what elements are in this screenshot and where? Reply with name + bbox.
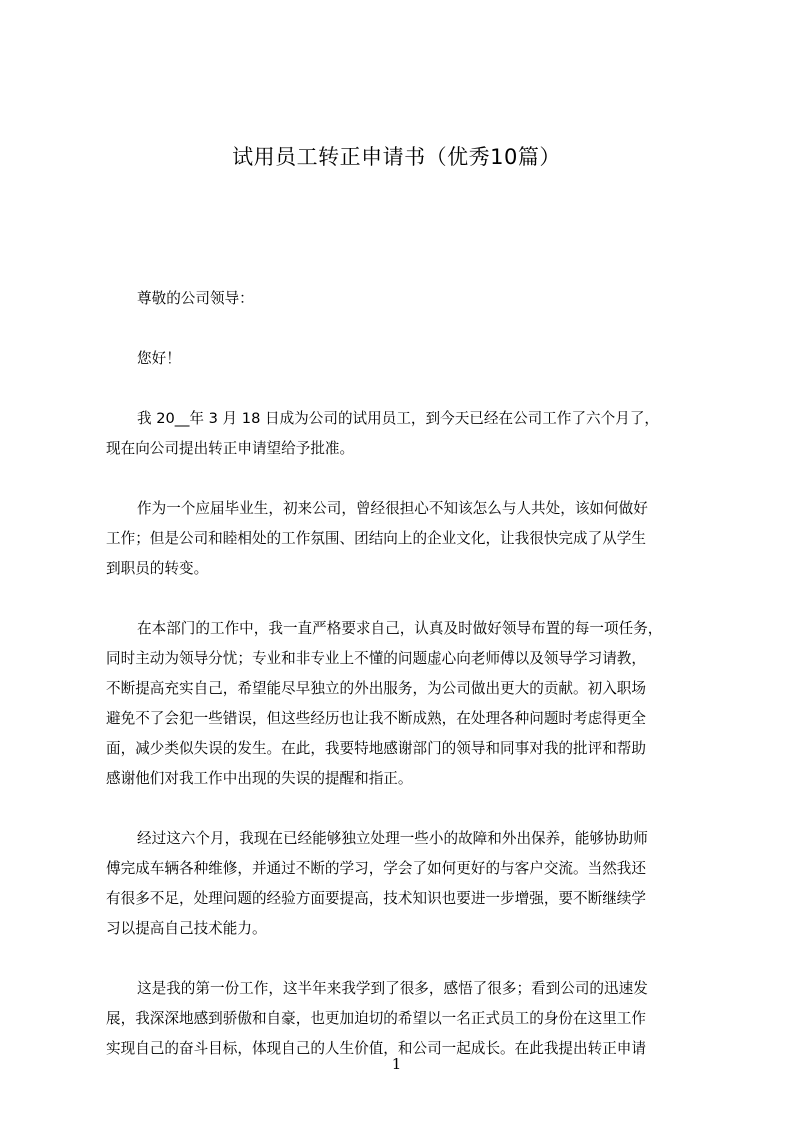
paragraph-line: 面，减少类似失误的发生。在此，我要特地感谢部门的领导和同事对我的批评和帮助: [106, 740, 646, 757]
paragraph-line: 不断提高充实自己，希望能尽早独立的外出服务，为公司做出更大的贡献。初入职场: [106, 680, 646, 697]
paragraph-line: 感谢他们对我工作中出现的失误的提醒和指正。: [106, 770, 413, 787]
paragraph-line: 我 20__年 3 月 18 日成为公司的试用员工，到今天已经在公司工作了六个月了，: [137, 410, 660, 427]
paragraph-line: 有很多不足，处理问题的经验方面要提高，技术知识也要进一步增强，要不断继续学: [106, 890, 646, 907]
paragraph-line: 同时主动为领导分忧；专业和非专业上不懂的问题虚心向老师傅以及领导学习请教，: [106, 650, 646, 667]
body-paragraph-5: [106, 974, 708, 1064]
body-paragraph-2: [106, 494, 708, 584]
paragraph-line: 傅完成车辆各种维修，并通过不断的学习，学会了如何更好的与客户交流。当然我还: [106, 860, 646, 877]
salutation-paragraph: [106, 284, 708, 314]
paragraph-line: 展，我深深地感到骄傲和自豪，也更加迫切的希望以一名正式员工的身份在这里工作: [106, 1010, 646, 1027]
greeting-paragraph: [106, 344, 708, 374]
body-paragraph-4: [106, 824, 708, 944]
document-title: 试用员工转正申请书（优秀10篇）: [232, 145, 561, 169]
paragraph-line: 工作；但是公司和睦相处的工作氛围、团结向上的企业文化，让我很快完成了从学生: [106, 530, 646, 547]
greeting-text: 您好！: [137, 350, 181, 367]
body-paragraph-1: [106, 404, 708, 464]
page-number: 1: [391, 1055, 402, 1073]
salutation-text: 尊敬的公司领导：: [137, 290, 254, 307]
paragraph-line: 习以提高自己技术能力。: [106, 920, 267, 937]
document-body: [106, 284, 708, 1064]
paragraph-line: 实现自己的奋斗目标，体现自己的人生价值，和公司一起成长。在此我提出转正申请: [106, 1040, 646, 1057]
paragraph-line: 避免不了会犯一些错误，但这些经历也让我不断成熟，在处理各种问题时考虑得更全: [106, 710, 646, 727]
paragraph-line: 在本部门的工作中，我一直严格要求自己，认真及时做好领导布置的每一项任务，: [137, 620, 663, 637]
paragraph-line: 作为一个应届毕业生，初来公司，曾经很担心不知该怎么与人共处，该如何做好: [137, 500, 648, 517]
paragraph-line: 到职员的转变。: [106, 560, 209, 577]
paragraph-line: 这是我的第一份工作，这半年来我学到了很多，感悟了很多；看到公司的迅速发: [137, 980, 648, 997]
body-paragraph-3: [106, 614, 708, 794]
paragraph-line: 现在向公司提出转正申请望给予批准。: [106, 440, 355, 457]
paragraph-line: 经过这六个月，我现在已经能够独立处理一些小的故障和外出保养，能够协助师: [137, 830, 648, 847]
